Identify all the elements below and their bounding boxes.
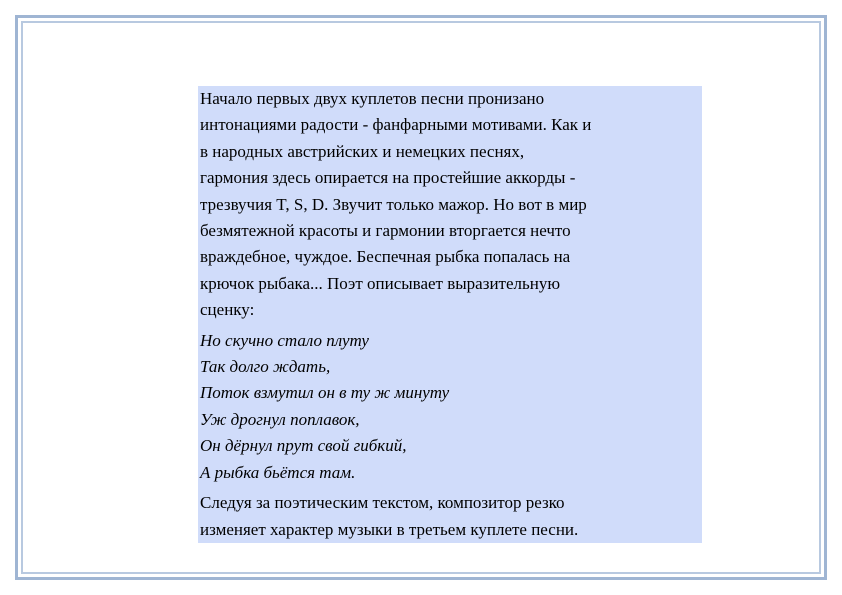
paragraph-intro: Начало первых двух куплетов песни пронизано интонациями радости - фанфарными мотивами. Как и в народных австрийских и немецких песнях, гармония здесь опирается на простейшие аккорды - трезвучия T, S, D. Звучит только мажор. Но вот в мир безмятежной красоты и гармонии вторгается нечто враждебное, чуждое. Беспечная рыбка попалась на крючок рыбака... Поэт описывает выразительную сценку: xyxy=(200,89,592,320)
paragraph-conclusion: Следуя за поэтическим текстом, композитор резко изменяет характер музыки в третьем куплете песни. xyxy=(200,493,579,539)
text-box xyxy=(198,86,702,543)
poem-quote: Но скучно стало плуту Так долго ждать, Поток взмутил он в ту ж минуту Уж дрогнул поплавок, Он дёрнул прут свой гибкий, А рыбка бьётся там. xyxy=(200,330,450,482)
